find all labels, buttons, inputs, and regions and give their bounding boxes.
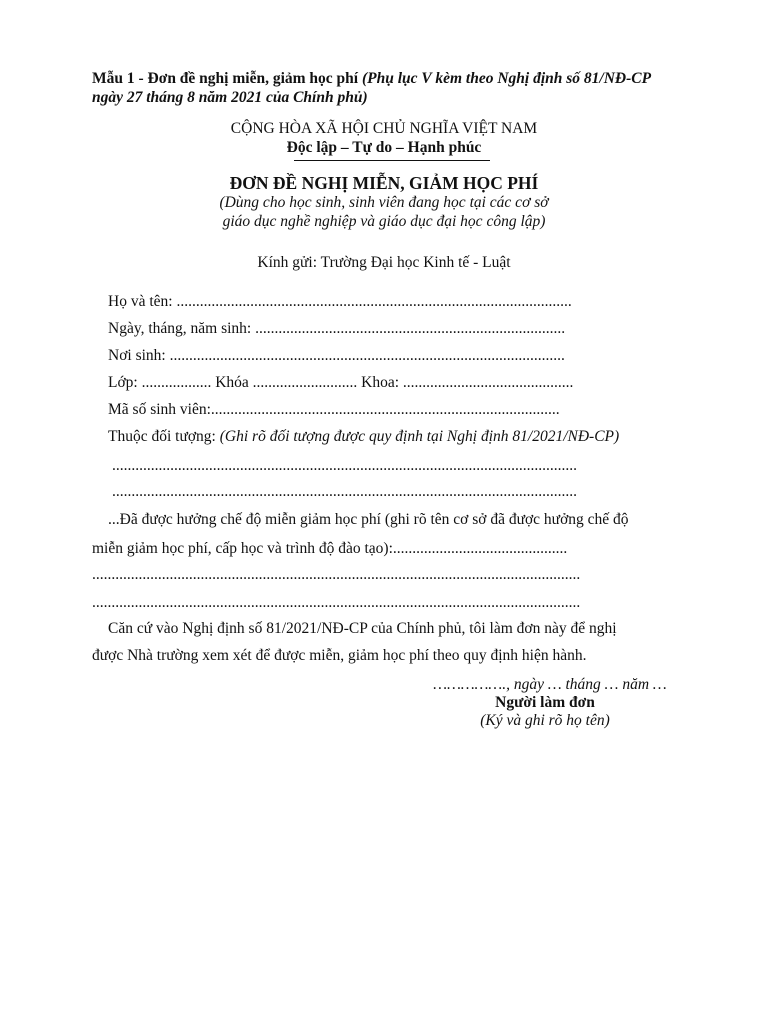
category-hint: (Ghi rõ đối tượng được quy định tại Nghị định 81/2021/NĐ-CP) xyxy=(219,428,620,445)
recipient-name: Trường Đại học Kinh tế - Luật xyxy=(320,254,511,271)
request-paragraph-line1: Căn cứ vào Nghị định số 81/2021/NĐ-CP của Chính phủ, tôi làm đơn này để nghị xyxy=(108,620,617,637)
previous-exemption-line2: miễn giảm học phí, cấp học và trình độ đào tạo):............................................. xyxy=(92,540,568,557)
previous-exemption-blank-line2: .............................................................................................................................. xyxy=(92,594,581,611)
national-motto: Độc lập – Tự do – Hạnh phúc xyxy=(286,139,482,156)
request-paragraph-line2: được Nhà trường xem xét để được miễn, giảm học phí theo quy định hiện hành. xyxy=(92,647,587,664)
birthplace-field: Nơi sinh: ...................................................................................................... xyxy=(108,347,565,364)
full-name-field: Họ và tên: ...................................................................................................... xyxy=(108,293,572,310)
dob-field: Ngày, tháng, năm sinh: ................................................................................ xyxy=(108,320,566,337)
category-label: Thuộc đối tượng: xyxy=(108,428,216,445)
title-subtitle-line2: giáo dục nghề nghiệp và giáo dục đại học công lập) xyxy=(222,213,546,230)
signer-title: Người làm đơn xyxy=(495,694,595,711)
appendix-reference: (Phụ lục V kèm theo Nghị định số 81/NĐ-CP xyxy=(361,70,652,87)
recipient-line xyxy=(0,254,768,272)
previous-exemption-line1: ...Đã được hưởng chế độ miễn giảm học phí (ghi rõ tên cơ sở đã được hưởng chế độ xyxy=(108,511,629,528)
class-course-faculty-field: Lớp: .................. Khóa ........................... Khoa: ............................................ xyxy=(108,374,574,391)
category-field xyxy=(108,428,619,446)
category-blank-line1: ........................................................................................................................ xyxy=(112,457,577,474)
motto-underline xyxy=(294,160,490,161)
signature-date-line: ……………., ngày … tháng … năm … xyxy=(433,676,667,693)
appendix-date: ngày 27 tháng 8 năm 2021 của Chính phủ) xyxy=(92,89,368,106)
previous-exemption-blank-line1: .............................................................................................................................. xyxy=(92,566,581,583)
form-label: Mẫu 1 - Đơn đề nghị miễn, giảm học phí xyxy=(92,70,359,87)
category-blank-line2: ........................................................................................................................ xyxy=(112,483,577,500)
form-header-line1 xyxy=(92,70,651,88)
recipient-label: Kính gửi: xyxy=(257,254,318,271)
title-subtitle-line1: (Dùng cho học sinh, sinh viên đang học tại các cơ sở xyxy=(219,194,549,211)
document-title: ĐƠN ĐỀ NGHỊ MIỄN, GIẢM HỌC PHÍ xyxy=(229,173,539,193)
country-name: CỘNG HÒA XÃ HỘI CHỦ NGHĨA VIỆT NAM xyxy=(230,120,538,137)
student-id-field: Mã số sinh viên:.......................................................................................... xyxy=(108,401,560,418)
signature-instruction: (Ký và ghi rõ họ tên) xyxy=(480,712,610,729)
